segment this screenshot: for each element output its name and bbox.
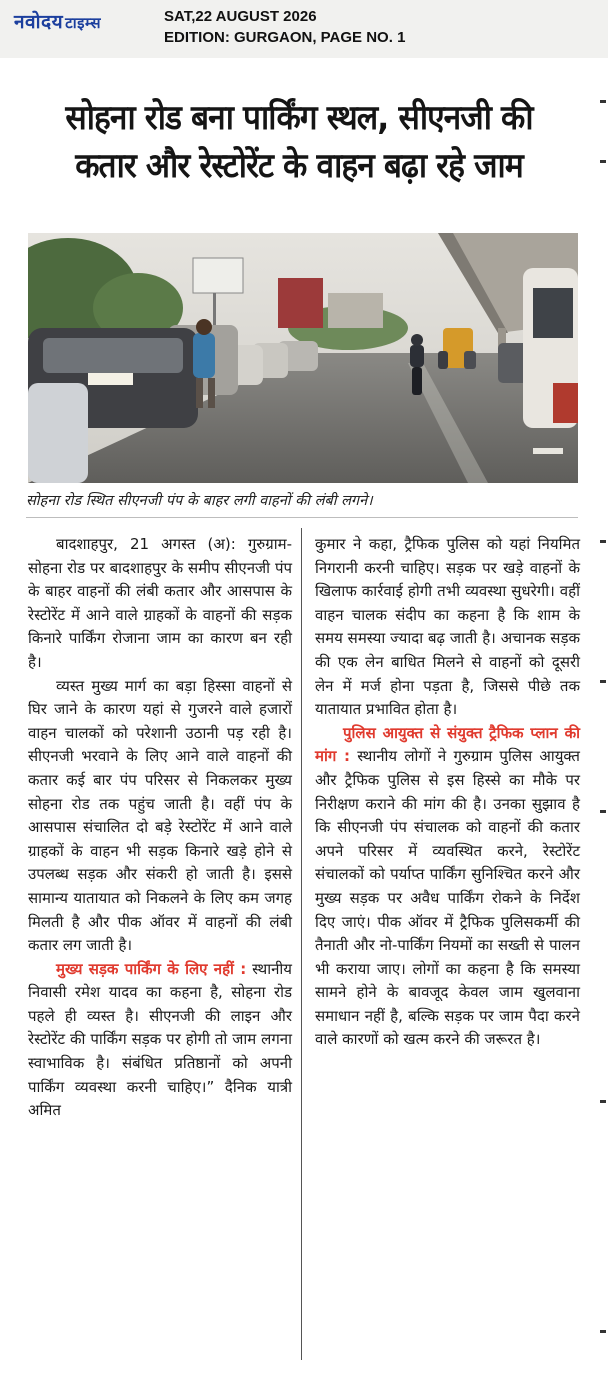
- paragraph-subhead-1: [28, 958, 292, 1123]
- headline-line-1: सोहना रोड बना पार्किंग स्थल, सीएनजी की: [65, 98, 533, 138]
- subhead-police-line-1: पुलिस आयुक्त से संयुक्त: [343, 723, 483, 742]
- edition-page: EDITION: GURGAON, PAGE NO. 1: [164, 29, 406, 46]
- newspaper-logo: [14, 8, 101, 34]
- subhead-police-line-2: ट्रैफिक प्लान की मांग :: [315, 723, 580, 766]
- article-photo: [28, 233, 578, 483]
- column-divider: [301, 528, 302, 1360]
- logo-subtext: टाइम्स: [65, 14, 101, 32]
- paragraph-continued: कुमार ने कहा, ट्रैफिक पुलिस को यहां नियमित निगरानी करनी चाहिए। सड़क पर खड़े वाहनों के खिलाफ कार्रवाई होगी तभी व्यवस्था सुधरेगी। वहीं वाहन चालक संदीप का कहना है कि शाम के समय समस्या ज्यादा बढ़ जाती है। अचानक सड़क की एक लेन बाधित मिलने से वाहनों को दूसरी लेन में मर्ज होना पड़ता है, जिससे पीछे तक यातायात प्रभावित होता है।: [315, 535, 580, 719]
- edge-mark: [600, 160, 606, 163]
- headline-line-2: कतार और रेस्टोरेंट के वाहन बढ़ा रहे जाम: [75, 146, 523, 186]
- article-column-right: [315, 533, 580, 1052]
- traffic-photo-illustration: [28, 233, 578, 483]
- subhead-2-body: स्थानीय लोगों ने गुरुग्राम पुलिस आयुक्त और ट्रैफिक पुलिस से इस हिस्से का मौके पर निरीक्षण कराने की मांग की है। उनका सुझाव है कि सीएनजी पंप संचालक को वाहनों की कतार अपने परिसर में व्यवस्थित करने, रेस्टोरेंट संचालकों को पर्याप्त पार्किंग सुनिश्चित करने और मुख्य सड़क पर अवैध पार्किंग रोकने के निर्देश दिए जाएं। पीक ऑवर में ट्रैफिक पुलिसकर्मी की तैनाती और नो-पार्किंग नियमों का सख्ती से पालन भी कराया जाए। लोगों का कहना है कि समस्या सामने होने के बावजूद केवल जाम खुलवाना समाधान नहीं है, बल्कि सड़क पर जाम पैदा करने वाले कारणों को खत्म करने की जरूरत है।: [315, 747, 580, 1049]
- caption-divider: [26, 517, 578, 518]
- edge-mark: [600, 540, 606, 543]
- logo-text: नवोदय: [14, 11, 64, 33]
- edge-mark: [600, 100, 606, 103]
- paragraph-dateline: बादशाहपुर, 21 अगस्त (अ): गुरुग्राम-सोहना रोड पर बादशाहपुर के समीप सीएनजी पंप के बाहर वाहनों की लंबी कतार और आसपास के रेस्टोरेंट में आने वाले ग्राहकों के वाहनों की सड़क किनारे पार्किंग रोजाना जाम का कारण बन रही है।: [28, 535, 292, 671]
- paragraph-body: व्यस्त मुख्य मार्ग का बड़ा हिस्सा वाहनों से घिर जाने के कारण यहां से गुजरने वाले हजारों वाहन चालकों को परेशानी उठानी पड़ रही है। सीएनजी भरवाने के लिए आने वाले वाहनों की कतार कई बार पंप परिसर से निकलकर मुख्य सोहना रोड तक पहुंच जाती है। वहीं पंप के आसपास संचालित दो बड़े रेस्टोरेंट में आने वाले ग्राहकों के वाहन भी सड़क किनारे खड़े होने से उपलब्ध सड़क और संकरी हो जाती है। इससे सामान्य यातायात को निकलने के लिए कम जगह मिलती है और पीक ऑवर में वाहनों की लंबी कतार लग जाती है।: [28, 676, 292, 955]
- subhead-parking: मुख्य सड़क पार्किंग के लिए नहीं :: [56, 959, 247, 978]
- edge-mark: [600, 1330, 606, 1333]
- edition-info: [164, 6, 405, 48]
- edition-date: SAT,22 AUGUST 2026: [164, 8, 317, 25]
- article-headline: [30, 94, 568, 190]
- edge-mark: [600, 680, 606, 683]
- edge-mark: [600, 810, 606, 813]
- edge-mark: [600, 1100, 606, 1103]
- photo-caption: सोहना रोड स्थित सीएनजी पंप के बाहर लगी वाहनों की लंबी लगने।: [26, 493, 373, 509]
- article-column-left: [28, 533, 292, 1123]
- paragraph-subhead-2: [315, 722, 580, 1052]
- masthead: [0, 0, 608, 58]
- subhead-1-body: स्थानीय निवासी रमेश यादव का कहना है, सोहना रोड पहले ही व्यस्त है। सीएनजी की लाइन और रेस्टोरेंट की पार्किंग सड़क पर होगी तो जाम लगना स्वाभाविक है। संबंधित प्रतिष्ठानों को अपनी पार्किंग व्यवस्था करनी चाहिए।” दैनिक यात्री अमित: [28, 959, 292, 1120]
